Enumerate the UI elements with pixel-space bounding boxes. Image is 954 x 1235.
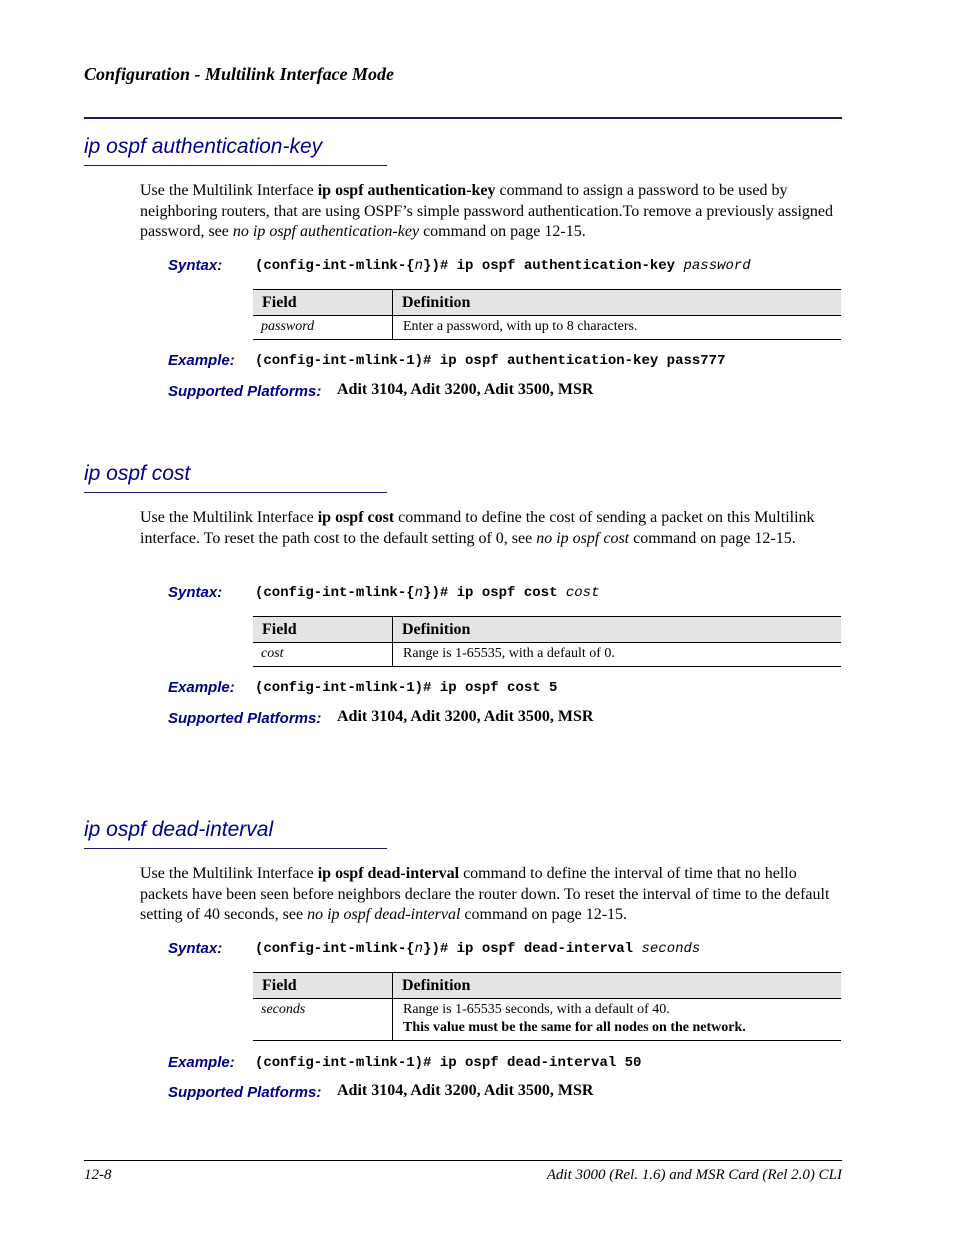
syntax-variable: n — [414, 941, 424, 957]
syntax-label: Syntax: — [168, 257, 223, 274]
example-label: Example: — [168, 679, 235, 696]
table-row — [253, 643, 841, 667]
table-header-row — [253, 973, 841, 999]
syntax-parameter: seconds — [641, 941, 701, 957]
desc-text: command on page 12-15. — [629, 529, 796, 547]
definition-note: This value must be the same for all nodes on the network. — [403, 1020, 746, 1035]
syntax-variable: n — [414, 258, 424, 274]
section-title-rule — [84, 492, 387, 493]
desc-cross-reference: no ip ospf dead-interval — [307, 906, 461, 923]
syntax-label: Syntax: — [168, 584, 223, 601]
section-description — [140, 508, 845, 549]
syntax-command: })# ip ospf dead-interval — [423, 941, 642, 957]
definition-table — [253, 289, 841, 340]
table-header-row — [253, 290, 841, 316]
desc-cross-reference: no ip ospf authentication-key — [232, 223, 420, 240]
field-cell: password — [253, 316, 393, 340]
desc-cross-reference: no ip ospf cost — [536, 529, 630, 547]
field-column-header: Field — [253, 290, 393, 316]
syntax-command: })# ip ospf authentication-key — [423, 258, 684, 274]
running-header-title: Configuration - Multilink Interface Mode — [84, 64, 395, 84]
platforms-value: Adit 3104, Adit 3200, Adit 3500, MSR — [337, 1082, 594, 1099]
field-cell: cost — [253, 643, 393, 667]
syntax-prefix: (config-int-mlink-{ — [255, 258, 415, 274]
desc-text: Use the Multilink Interface — [140, 182, 318, 199]
section-title-rule — [84, 848, 387, 849]
footer-doc-title: Adit 3000 (Rel. 1.6) and MSR Card (Rel 2.0) CLI — [546, 1167, 842, 1183]
table-row — [253, 316, 841, 340]
desc-text: command on page 12-15. — [419, 223, 586, 240]
definition-column-header: Definition — [393, 973, 842, 999]
platforms-label: Supported Platforms: — [168, 710, 322, 727]
platforms-label: Supported Platforms: — [168, 383, 322, 400]
definition-table — [253, 616, 841, 667]
page-number: 12-8 — [84, 1167, 112, 1183]
field-column-header: Field — [253, 617, 393, 643]
definition-text: Range is 1-65535 seconds, with a default of 40. — [403, 1002, 670, 1017]
field-column-header: Field — [253, 973, 393, 999]
example-label: Example: — [168, 352, 235, 369]
definition-table — [253, 972, 841, 1041]
desc-command: ip ospf cost — [317, 509, 395, 526]
desc-text: command to assign a password to be used by neighboring routers, that are using OSPF’s simple password authentication.To remove a previously assigned password, see — [140, 182, 833, 240]
syntax-label: Syntax: — [168, 940, 223, 957]
definition-column-header: Definition — [393, 290, 842, 316]
syntax-command: })# ip ospf cost — [423, 585, 566, 601]
section-title: ip ospf cost — [84, 462, 191, 485]
field-cell: seconds — [253, 999, 393, 1041]
table-header-row — [253, 617, 841, 643]
example-label: Example: — [168, 1054, 235, 1071]
desc-command: ip ospf authentication-key — [317, 182, 496, 199]
syntax-parameter: cost — [565, 585, 600, 601]
desc-text: command to define the cost of sending a packet on this Multilink interface. To reset the path cost to the default setting of 0, see — [140, 509, 815, 547]
example-code: (config-int-mlink-1)# ip ospf dead-interval 50 — [255, 1055, 642, 1071]
definition-cell — [393, 999, 842, 1041]
desc-command: ip ospf dead-interval — [317, 865, 460, 882]
table-row — [253, 999, 841, 1041]
desc-text: Use the Multilink Interface — [140, 509, 318, 526]
definition-text: Enter a password, with up to 8 characters. — [403, 319, 638, 334]
syntax-code — [255, 258, 751, 274]
definition-cell — [393, 643, 842, 667]
definition-text: Range is 1-65535, with a default of 0. — [403, 646, 615, 661]
example-code: (config-int-mlink-1)# ip ospf cost 5 — [255, 680, 558, 696]
desc-text: command on page 12-15. — [460, 906, 628, 923]
section-title-rule — [84, 165, 387, 166]
section-title: ip ospf dead-interval — [84, 818, 274, 841]
platforms-value: Adit 3104, Adit 3200, Adit 3500, MSR — [337, 708, 594, 725]
section-description — [140, 864, 845, 926]
definition-cell — [393, 316, 842, 340]
section-title: ip ospf authentication-key — [84, 135, 323, 158]
syntax-prefix: (config-int-mlink-{ — [255, 941, 415, 957]
syntax-parameter: password — [683, 258, 751, 274]
example-code: (config-int-mlink-1)# ip ospf authentication-key pass777 — [255, 353, 726, 369]
platforms-value: Adit 3104, Adit 3200, Adit 3500, MSR — [337, 381, 594, 398]
desc-text: Use the Multilink Interface — [140, 865, 318, 882]
syntax-prefix: (config-int-mlink-{ — [255, 585, 415, 601]
section-description — [140, 181, 845, 243]
footer-rule — [84, 1160, 842, 1161]
syntax-code — [255, 941, 700, 957]
syntax-code — [255, 585, 599, 601]
definition-column-header: Definition — [393, 617, 842, 643]
syntax-variable: n — [414, 585, 424, 601]
header-rule — [84, 117, 842, 119]
platforms-label: Supported Platforms: — [168, 1084, 322, 1101]
desc-text: command to define the interval of time that no hello packets have been seen before neighbors declare the router down. To reset the interval of time to the default setting of 40 seconds, see — [140, 865, 830, 923]
